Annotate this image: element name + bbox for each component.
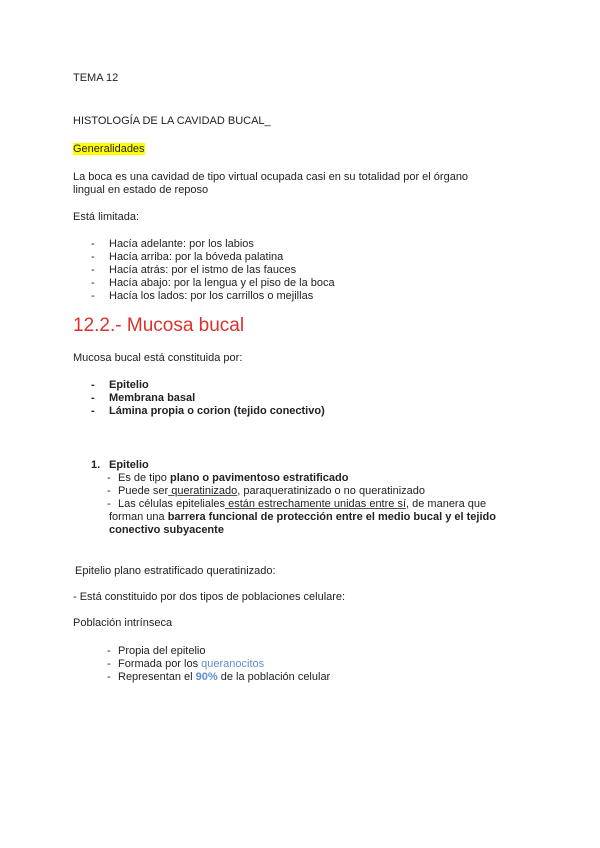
bold-run: barrera funcional de protección entre el medio bucal y el tejido (167, 511, 496, 523)
epitelio-line-4 (109, 511, 496, 524)
underlined-run: queratinizado (168, 485, 238, 497)
list-item (118, 671, 330, 684)
list-item: Hacía los lados: por los carrillos o mejillas (109, 290, 314, 302)
text-run: Las células epiteliales (118, 498, 226, 510)
list-dash: - (107, 498, 111, 510)
list-dash: - (107, 658, 111, 670)
list-item: Hacía arriba: por la bóveda palatina (109, 251, 284, 263)
text-run: , paraqueratinizado o no queratinizado (237, 485, 426, 497)
poblacion-heading: Población intrínseca (73, 617, 173, 629)
list-item: Propia del epitelio (118, 645, 206, 657)
list-item: Membrana basal (109, 392, 196, 404)
generalidades-highlight: Generalidades (73, 143, 145, 155)
tema-label: TEMA 12 (73, 72, 119, 84)
epitelio-line-2 (118, 485, 425, 498)
list-dash: - (91, 277, 95, 289)
list-item: Lámina propia o corion (tejido conectivo) (109, 405, 325, 417)
text-run: Es de tipo (118, 472, 170, 484)
list-item: Hacía abajo: por la lengua y el piso de la boca (109, 277, 335, 289)
epitelio-title: Epitelio (109, 459, 149, 471)
list-dash: - (91, 392, 95, 404)
text-run: forman una (109, 511, 168, 523)
bold-run: plano o pavimentoso estratificado (169, 472, 349, 484)
intro-line-2: lingual en estado de reposo (73, 184, 209, 196)
list-dash: - (91, 290, 95, 302)
list-dash: - (91, 379, 95, 391)
text-run: Representan el (118, 671, 196, 683)
section-heading-mucosa: 12.2.- Mucosa bucal (73, 315, 245, 336)
list-item: Epitelio (109, 379, 149, 391)
list-dash: - (91, 264, 95, 276)
list-dash: - (107, 645, 111, 657)
list-item (118, 658, 264, 671)
epitelio-line-5: conectivo subyacente (109, 524, 224, 536)
constituido-text: - Está constituido por dos tipos de poblaciones celulare: (73, 591, 346, 603)
epitelio-number: 1. (91, 459, 101, 471)
underlined-run: están estrechamente unidas entre sí (225, 498, 407, 510)
list-dash: - (91, 251, 95, 263)
list-item: Hacía adelante: por los labios (109, 238, 254, 250)
list-dash: - (91, 405, 95, 417)
list-dash: - (107, 671, 111, 683)
intro-line-1: La boca es una cavidad de tipo virtual ocupada casi en su totalidad por el órgano (73, 171, 469, 183)
text-run: de la población celular (217, 671, 331, 683)
text-run: , de manera que (406, 498, 487, 510)
limitada-text: Está limitada: (73, 211, 140, 223)
text-run: Puede ser (118, 485, 169, 497)
blue-percent: 90% (195, 671, 218, 683)
constituida-text: Mucosa bucal está constituida por: (73, 352, 243, 364)
generalidades-heading (73, 143, 145, 156)
document-title: HISTOLOGÍA DE LA CAVIDAD BUCAL_ (73, 115, 271, 127)
list-dash: - (107, 472, 111, 484)
text-run: Formada por los (118, 658, 202, 670)
list-item: Hacía atrás: por el istmo de las fauces (109, 264, 297, 276)
list-dash: - (107, 485, 111, 497)
epitelio-plano-text: Epitelio plano estratificado queratinizado: (75, 565, 276, 577)
list-dash: - (91, 238, 95, 250)
epitelio-line-1 (118, 472, 348, 485)
epitelio-line-3 (118, 498, 486, 511)
blue-term: queranocitos (201, 658, 265, 670)
